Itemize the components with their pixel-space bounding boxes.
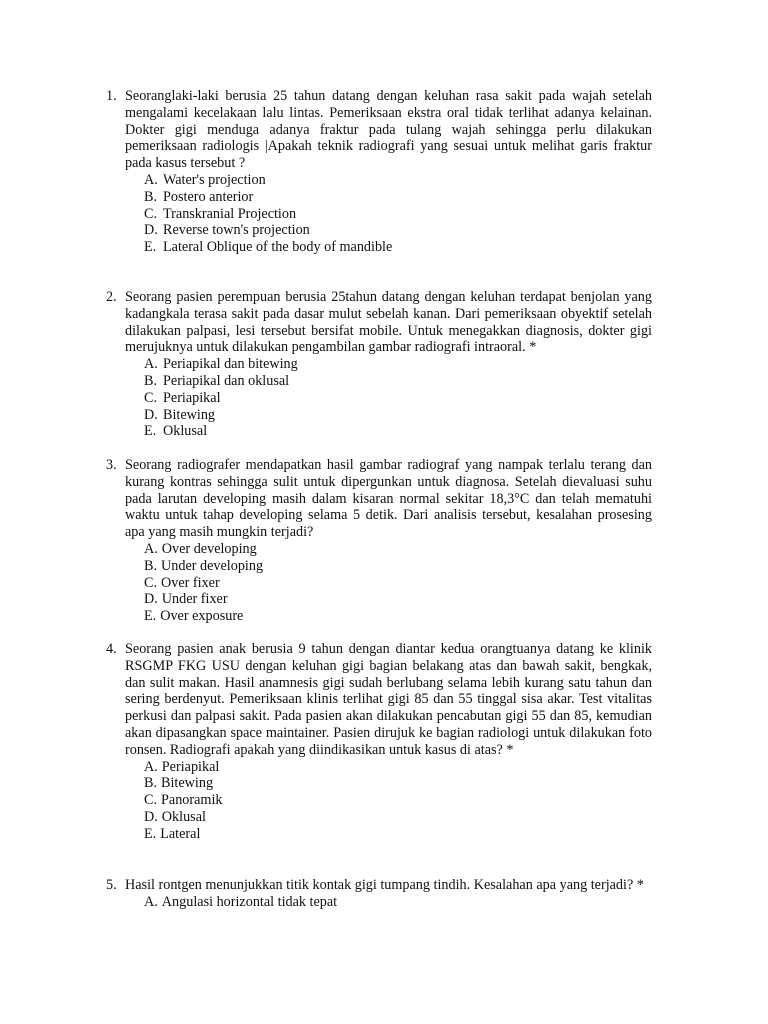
option-b xyxy=(144,189,652,206)
option-letter: C. xyxy=(144,574,158,591)
option-text: Periapikal dan bitewing xyxy=(163,356,298,373)
question-number: 5. xyxy=(106,877,117,893)
option-text: Over exposure xyxy=(160,608,244,625)
question-text: Seoranglaki-laki berusia 25 tahun datang dengan keluhan rasa sakit pada wajah setelah mengalami kecelakaan lalu lintas. Pemeriksaan ekstra oral tidak terlihat adanya kelainan. Dokter gigi menduga adanya fraktur pada tulang wajah sehingga perlu dilakukan pemeriksaan radiologis |Apakah teknik radiografi yang sesuai untuk melihat garis fraktur pada kasus tersebut ? xyxy=(125,88,652,172)
option-letter: C. xyxy=(144,389,158,406)
question-3 xyxy=(106,457,652,625)
option-a xyxy=(144,759,652,776)
question-number: 2. xyxy=(106,289,117,305)
option-letter: B. xyxy=(144,372,158,389)
option-e xyxy=(144,423,652,440)
option-letter: E. xyxy=(144,608,157,625)
option-text: Lateral xyxy=(160,825,201,842)
option-list xyxy=(144,541,652,625)
option-letter: E. xyxy=(144,825,157,842)
option-text: Water's projection xyxy=(163,171,266,188)
option-a xyxy=(144,172,652,189)
option-text: Bitewing xyxy=(163,406,216,423)
option-text: Oklusal xyxy=(163,423,208,440)
option-list xyxy=(144,759,652,843)
option-text: Over developing xyxy=(161,540,257,557)
question-5 xyxy=(106,877,652,911)
option-letter: D. xyxy=(144,591,158,608)
option-text: Lateral Oblique of the body of mandible xyxy=(163,239,393,256)
question-text: Hasil rontgen menunjukkan titik kontak gigi tumpang tindih. Kesalahan apa yang terjadi? * xyxy=(125,877,644,893)
option-b xyxy=(144,775,652,792)
option-letter: B. xyxy=(144,775,158,792)
question-number: 1. xyxy=(106,88,117,104)
question-text: Seorang radiografer mendapatkan hasil gambar radiograf yang nampak terlalu terang dan kurang kontras sehingga sulit untuk dipergunkan untuk diagnosa. Setelah dievaluasi suhu pada larutan developing masih dalam kisaran normal sekitar 18,3°C dan telah mematuhi waktu untuk tahap developing selama 5 detik. Dari analisis tersebut, kesalahan prosesing apa yang masih mungkin terjadi? xyxy=(125,457,652,541)
question-text: Seorang pasien perempuan berusia 25tahun datang dengan keluhan terdapat benjolan yang kadangkala terasa sakit pada dasar mulut sebelah kanan. Dari pemeriksaan obyektif setelah dilakukan palpasi, lesi tersebut bersifat mobile. Untuk menegakkan diagnosis, dokter gigi merujuknya untuk dilakukan pengambilan gambar radiografi intraoral. * xyxy=(125,289,652,356)
option-list xyxy=(144,894,652,911)
option-letter: C. xyxy=(144,792,158,809)
option-e xyxy=(144,826,652,843)
option-d xyxy=(144,222,652,239)
question-1 xyxy=(106,88,652,256)
question-number: 4. xyxy=(106,641,117,657)
option-c xyxy=(144,390,652,407)
option-text: Transkranial Projection xyxy=(163,205,297,222)
option-list xyxy=(144,356,652,440)
option-a xyxy=(144,541,652,558)
option-letter: B. xyxy=(144,188,158,205)
option-c xyxy=(144,792,652,809)
option-letter: A. xyxy=(144,171,158,188)
option-d xyxy=(144,407,652,424)
option-text: Oklusal xyxy=(161,808,206,825)
option-letter: D. xyxy=(144,222,158,239)
option-c xyxy=(144,206,652,223)
option-letter: A. xyxy=(144,893,158,910)
option-a xyxy=(144,356,652,373)
option-letter: E. xyxy=(144,423,157,440)
option-list xyxy=(144,172,652,256)
option-text: Reverse town's projection xyxy=(163,222,310,239)
option-b xyxy=(144,558,652,575)
question-text: Seorang pasien anak berusia 9 tahun dengan diantar kedua orangtuanya datang ke klinik RSGMP FKG USU dengan keluhan gigi bagian belakang atas dan bawah sakit, bengkak, dan sulit makan. Hasil anamnesis gigi sudah berlubang selama lebih kurang satu tahun dan sering berdenyut. Pemeriksaan klinis terlihat gigi 85 dan 55 tinggal sisa akar. Test vitalitas perkusi dan palpasi sakit. Pada pasien akan dilakukan pencabutan gigi 55 dan 85, kemudian akan dipasangkan space maintainer. Pasien dirujuk ke bagian radiologi untuk dilakukan foto ronsen. Radiografi apakah yang diindikasikan untuk kasus di atas? * xyxy=(125,641,652,758)
option-text: Bitewing xyxy=(161,775,214,792)
option-letter: D. xyxy=(144,406,158,423)
option-letter: D. xyxy=(144,808,158,825)
option-letter: A. xyxy=(144,356,158,373)
question-4 xyxy=(106,641,652,843)
option-letter: A. xyxy=(144,540,158,557)
option-d xyxy=(144,591,652,608)
option-c xyxy=(144,575,652,592)
option-letter: C. xyxy=(144,205,158,222)
option-text: Periapikal dan oklusal xyxy=(163,372,290,389)
option-a xyxy=(144,894,652,911)
option-text: Over fixer xyxy=(161,574,220,591)
option-letter: B. xyxy=(144,557,158,574)
option-e xyxy=(144,608,652,625)
option-e xyxy=(144,239,652,256)
option-text: Angulasi horizontal tidak tepat xyxy=(161,893,338,910)
question-number: 3. xyxy=(106,457,117,473)
option-text: Periapikal xyxy=(161,758,220,775)
question-2 xyxy=(106,289,652,440)
option-d xyxy=(144,809,652,826)
option-text: Periapikal xyxy=(163,389,221,406)
option-letter: E. xyxy=(144,239,157,256)
option-text: Under developing xyxy=(161,557,264,574)
option-b xyxy=(144,373,652,390)
option-letter: A. xyxy=(144,758,158,775)
option-text: Under fixer xyxy=(161,591,228,608)
option-text: Postero anterior xyxy=(163,188,254,205)
option-text: Panoramik xyxy=(161,792,223,809)
